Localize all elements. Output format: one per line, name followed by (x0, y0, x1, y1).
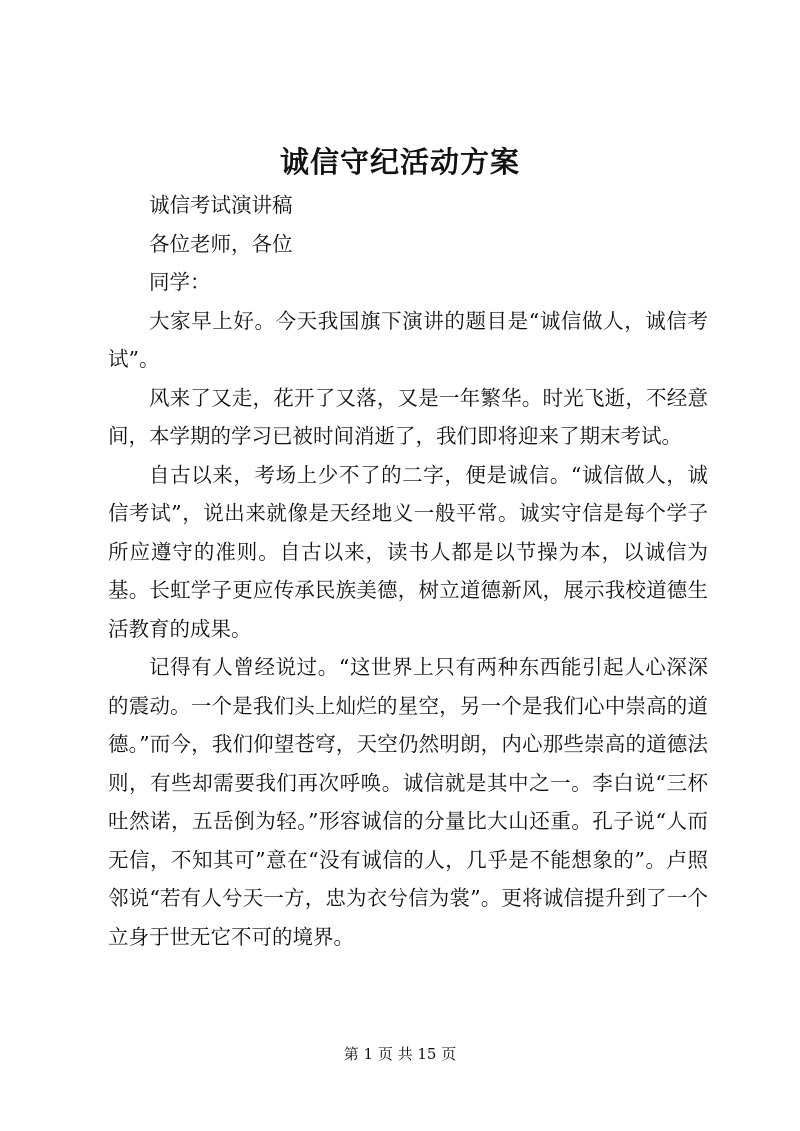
paragraph-quotes: 记得有人曾经说过。“这世界上只有两种东西能引起人心深深的震动。一个是我们头上灿烂的星空，另一个是我们心中崇高的道德。”而今，我们仰望苍穹，天空仍然明朗，内心那些崇高的道德法则，有些却需要我们再次呼唤。诚信就是其中之一。李白说“三杯吐然诺，五岳倒为轻。”形容诚信的分量比大山还重。孔子说“人而无信，不知其可”意在“没有诚信的人，几乎是不能想象的”。卢照邻说“若有人兮天一方，忠为衣兮信为裳”。更将诚信提升到了一个立身于世无它不可的境界。 (108, 655, 708, 949)
paragraph-greeting-teachers: 各位老师，各位 (149, 231, 293, 256)
paragraph-seasons: 风来了又走，花开了又落，又是一年繁华。时光飞逝，不经意间，本学期的学习已被时间消逝了，我们即将迎来了期末考试。 (108, 385, 708, 448)
paragraph-opening: 大家早上好。今天我国旗下演讲的题目是“诚信做人，诚信考试”。 (108, 308, 708, 371)
document-body (108, 186, 708, 956)
page-number-footer: 第 1 页 共 15 页 (343, 1045, 457, 1063)
paragraph-greeting-students: 同学： (149, 270, 211, 294)
paragraph-speech-title: 诚信考试演讲稿 (149, 193, 293, 217)
paragraph-integrity-tradition: 自古以来，考场上少不了的二字，便是诚信。“诚信做人，诚信考试”，说出来就像是天经地义一般平常。诚实守信是每个学子所应遵守的准则。自古以来，读书人都是以节操为本，以诚信为基。长虹学子更应传承民族美德，树立道德新风，展示我校道德生活教育的成果。 (108, 462, 708, 641)
document-title: 诚信守纪活动方案 (279, 145, 520, 179)
